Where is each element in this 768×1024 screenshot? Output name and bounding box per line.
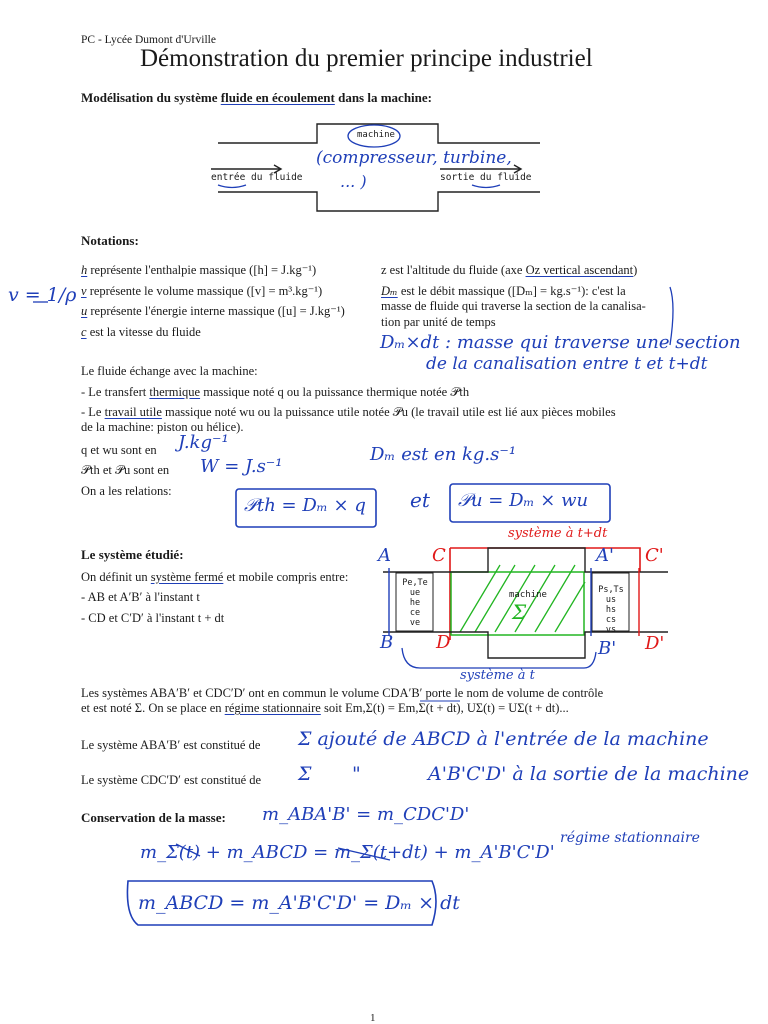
school-name: PC - Lycée Dumont d'Urville — [81, 34, 216, 46]
notation-dm-line3: tion par unité de temps — [381, 314, 496, 329]
point-A-prime: A' — [596, 545, 614, 566]
hand-sys2-answer: A'B'C'D' à la sortie de la machine — [428, 763, 750, 785]
hand-unit-watt: W = J.s⁻¹ — [200, 456, 283, 477]
relations-intro: On a les relations: — [81, 484, 172, 498]
hand-note-machine-types: (compresseur, turbine, — [316, 148, 512, 168]
point-B-prime: B' — [598, 638, 617, 659]
notation-c: c est la vitesse du fluide — [81, 324, 201, 339]
hand-mass-eq1: m_ABA'B' = m_CDC'D' — [262, 804, 470, 825]
hand-relation-pu: 𝒫u = Dₘ × wu — [458, 490, 589, 511]
point-A: A — [378, 545, 391, 566]
sigma-label: Σ — [512, 600, 527, 624]
hand-dm-note-1: Dₘ×dt : masse qui traverse une section — [380, 332, 741, 353]
hand-sys2-sigma: Σ — [298, 763, 312, 785]
notation-dm: Dₘ est le débit massique ([Dₘ] = kg.s⁻¹): c'est la — [381, 283, 626, 298]
hand-sys2-ditto: " — [352, 763, 361, 785]
notation-u: u représente l'énergie interne massique ([u] = J.kg⁻¹) — [81, 304, 345, 318]
hand-system-t-dt: système à t+dt — [508, 526, 608, 541]
machine-label: machine — [357, 130, 395, 140]
system-aba-composition: Le système ABA′B′ est constitué de — [81, 738, 261, 752]
hand-unit-jkg: J.kg⁻¹ — [178, 432, 229, 453]
inlet-state-box: Pe,Te ue he ce ve — [402, 578, 428, 628]
units-q-wu: q et wu sont en — [81, 443, 157, 457]
notations-right-list — [381, 263, 671, 330]
outlet-label: sortie du fluide — [440, 172, 532, 183]
notation-z: z est l'altitude du fluide (axe Oz vertical ascendant) — [381, 263, 638, 277]
exchange-work: - Le travail utile massique noté wu ou la puissance utile notée 𝒫u (le travail utile est lié aux pièces mobiles — [81, 405, 616, 419]
system-line2: - AB et A′B′ à l'instant t — [81, 590, 200, 604]
hand-system-t: système à t — [460, 668, 535, 683]
control-volume-line2: et est noté Σ. On se place en régime stationnaire soit Em,Σ(t) = Em,Σ(t + dt), UΣ(t) = UΣ(t + dt)... — [81, 701, 569, 715]
fluid-flow-underlined: fluide en écoulement — [220, 90, 335, 105]
exchange-thermal: - Le transfert thermique massique noté q ou la puissance thermique notée 𝒫th — [81, 385, 470, 399]
exchange-intro: Le fluide échange avec la machine: — [81, 364, 258, 378]
hand-sys1-answer: Σ ajouté de ABCD à l'entrée de la machine — [298, 728, 709, 750]
machine-label-system: machine — [509, 590, 547, 600]
point-C-prime: C' — [645, 545, 664, 566]
point-D: D — [436, 632, 451, 653]
notations-left-list — [81, 263, 371, 340]
hand-et: et — [410, 488, 430, 512]
point-B: B — [380, 632, 394, 653]
notation-dm-line2: masse de fluide qui traverse la section de la canalisa- — [381, 299, 646, 313]
system-cdc-composition: Le système CDC′D′ est constitué de — [81, 773, 262, 787]
outlet-state-box: Ps,Ts us hs cs vs — [598, 585, 624, 635]
system-heading: Le système étudié: — [81, 547, 184, 562]
point-C: C — [432, 545, 446, 566]
control-volume-line1: Les systèmes ABA′B′ et CDC′D′ ont en commun le volume CDA′B′ porte le nom de volume de contrôle — [81, 686, 604, 700]
exchange-work-line2: de la machine: piston ou hélice). — [81, 420, 244, 434]
page-title: Démonstration du premier principe industriel — [140, 45, 593, 72]
notation-v: v représente le volume massique ([v] = m³.kg⁻¹) — [81, 283, 323, 298]
inlet-label: entrée du fluide — [211, 172, 303, 183]
system-line3: - CD et C′D′ à l'instant t + dt — [81, 611, 225, 625]
page-number: 1 — [370, 1012, 376, 1024]
hand-relation-pth: 𝒫th = Dₘ × q — [244, 495, 366, 516]
hand-mass-eq3: m_ABCD = m_A'B'C'D' = Dₘ × dt — [138, 892, 460, 914]
hand-mass-eq2: m_Σ(t) + m_ABCD = m_Σ(t+dt) + m_A'B'C'D' — [140, 842, 555, 863]
hand-note-ellipsis: ... ) — [340, 172, 367, 191]
system-line1: On définit un système fermé et mobile compris entre: — [81, 570, 349, 584]
hand-dm-note-2: de la canalisation entre t et t+dt — [426, 354, 708, 374]
hand-dm-unit: Dₘ est en kg.s⁻¹ — [370, 444, 517, 465]
hand-regime-stationnaire: régime stationnaire — [560, 830, 700, 846]
units-power: 𝒫th et 𝒫u sont en — [81, 463, 170, 477]
point-D-prime: D' — [645, 633, 665, 654]
notations-heading: Notations: — [81, 233, 139, 248]
notation-h: h représente l'enthalpie massique ([h] = J.kg⁻¹) — [81, 263, 317, 277]
mass-heading: Conservation de la masse: — [81, 810, 226, 825]
hand-v-rho: v = 1/ρ — [8, 284, 77, 306]
section-heading-modelisation: Modélisation du système fluide en écoulement dans la machine: — [81, 90, 432, 105]
